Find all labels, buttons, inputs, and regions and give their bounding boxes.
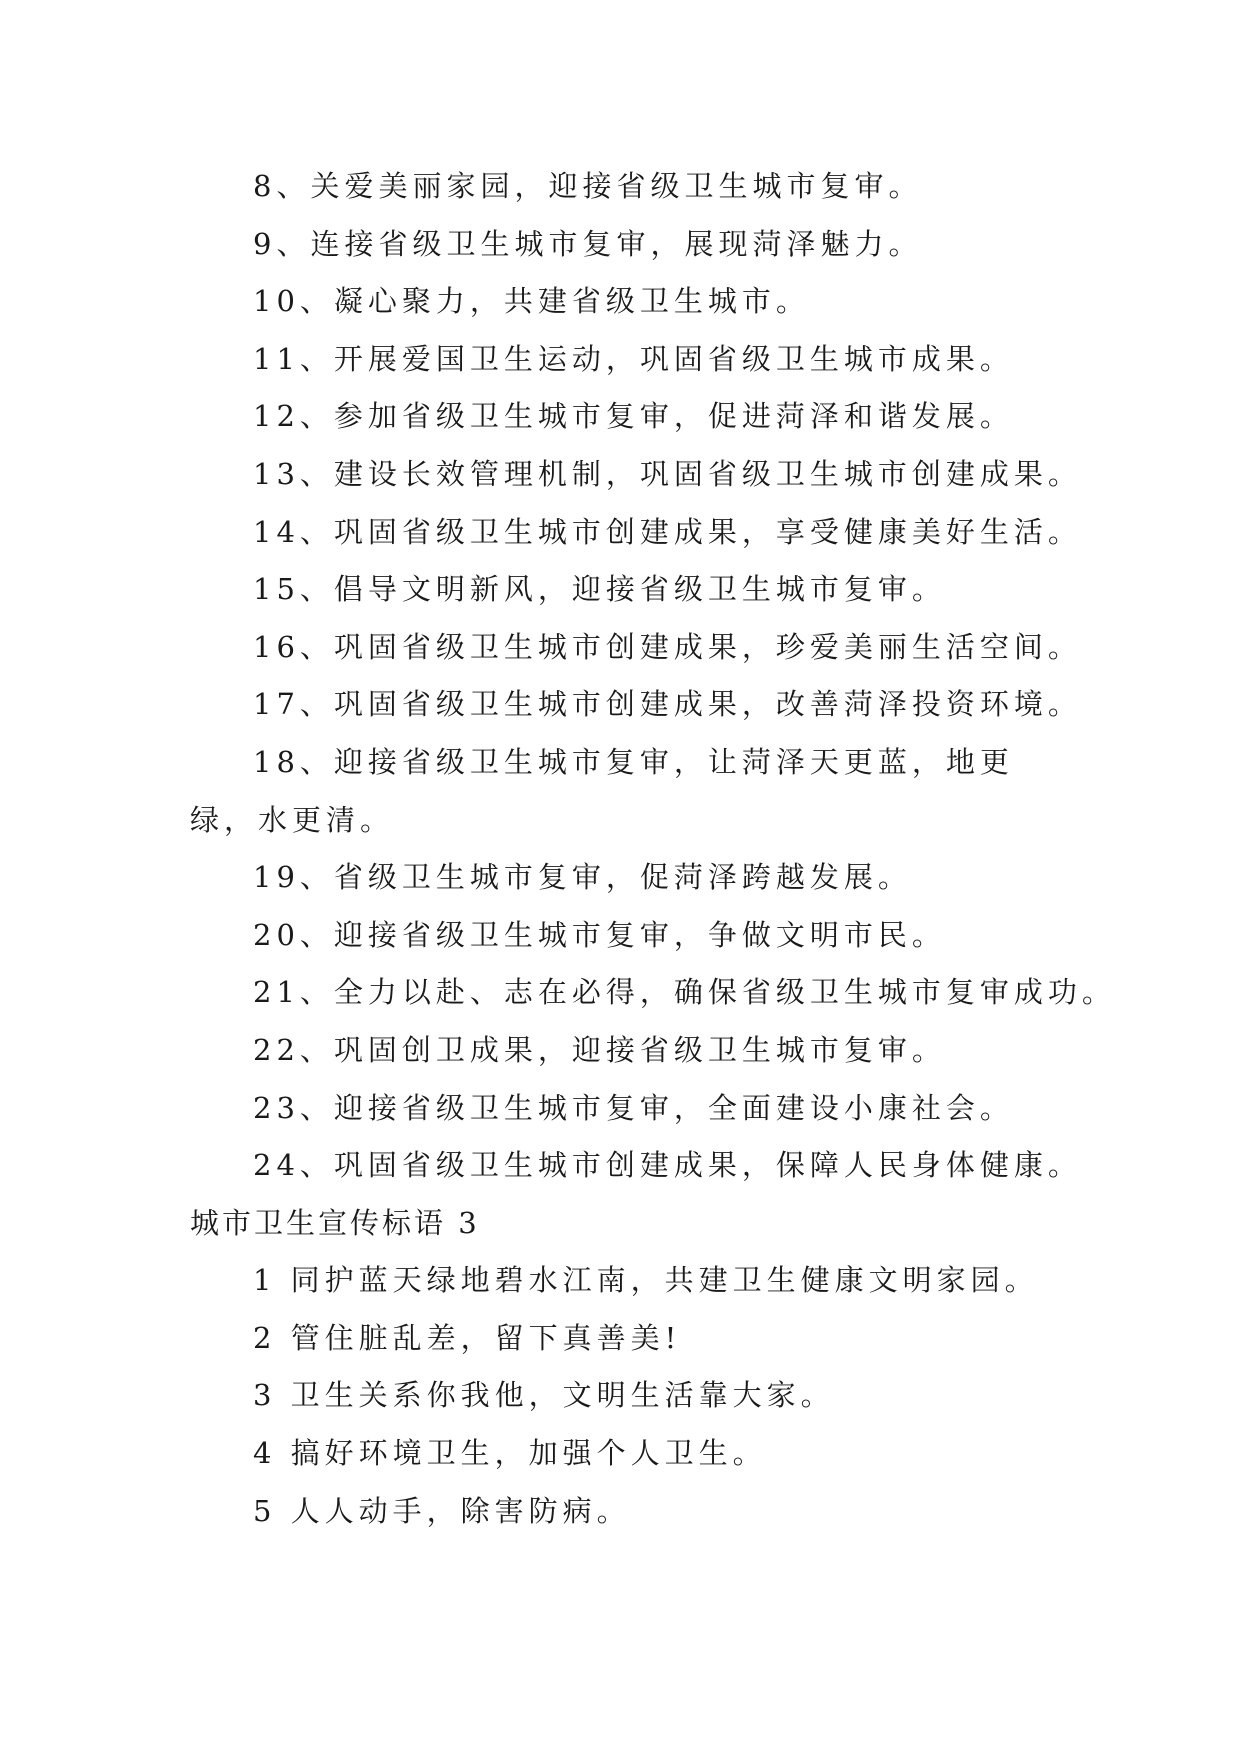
slogan-line-21: 21、全力以赴、志在必得，确保省级卫生城市复审成功。 — [253, 975, 1116, 1010]
slogan-line-16: 16、巩固省级卫生城市创建成果，珍爱美丽生活空间。 — [253, 629, 1082, 664]
slogan-line-24: 24、巩固省级卫生城市创建成果，保障人民身体健康。 — [253, 1148, 1082, 1183]
section3-line-3: 3 卫生关系你我他，文明生活靠大家。 — [253, 1378, 835, 1413]
slogan-line-11: 11、开展爱国卫生运动，巩固省级卫生城市成果。 — [253, 341, 1014, 376]
section3-line-5: 5 人人动手，除害防病。 — [253, 1493, 631, 1528]
slogan-line-9: 9、连接省级卫生城市复审，展现菏泽魅力。 — [253, 226, 923, 261]
slogan-line-14: 14、巩固省级卫生城市创建成果，享受健康美好生活。 — [253, 514, 1082, 549]
slogan-line-8: 8、关爱美丽家园，迎接省级卫生城市复审。 — [253, 169, 923, 203]
section3-line-1: 1 同护蓝天绿地碧水江南，共建卫生健康文明家园。 — [253, 1263, 1039, 1298]
slogan-line-15: 15、倡导文明新风，迎接省级卫生城市复审。 — [253, 572, 946, 607]
section-heading: 城市卫生宣传标语 3 — [190, 1205, 480, 1240]
section3-line-2: 2 管住脏乱差，留下真善美! — [253, 1320, 682, 1355]
slogan-line-12: 12、参加省级卫生城市复审，促进菏泽和谐发展。 — [253, 399, 1014, 434]
slogan-line-23: 23、迎接省级卫生城市复审，全面建设小康社会。 — [253, 1090, 1014, 1125]
slogan-line-13: 13、建设长效管理机制，巩固省级卫生城市创建成果。 — [253, 456, 1082, 491]
slogan-line-19: 19、省级卫生城市复审，促菏泽跨越发展。 — [253, 860, 912, 895]
slogan-line-20: 20、迎接省级卫生城市复审，争做文明市民。 — [253, 917, 946, 952]
section3-line-4: 4 搞好环境卫生，加强个人卫生。 — [253, 1436, 767, 1471]
slogan-line-22: 22、巩固创卫成果，迎接省级卫生城市复审。 — [253, 1032, 946, 1067]
slogan-line-18: 18、迎接省级卫生城市复审，让菏泽天更蓝，地更绿，水更清。 — [190, 744, 1014, 837]
document-body — [190, 158, 1116, 1540]
slogan-line-17: 17、巩固省级卫生城市创建成果，改善菏泽投资环境。 — [253, 687, 1082, 722]
slogan-line-10: 10、凝心聚力，共建省级卫生城市。 — [253, 284, 810, 319]
